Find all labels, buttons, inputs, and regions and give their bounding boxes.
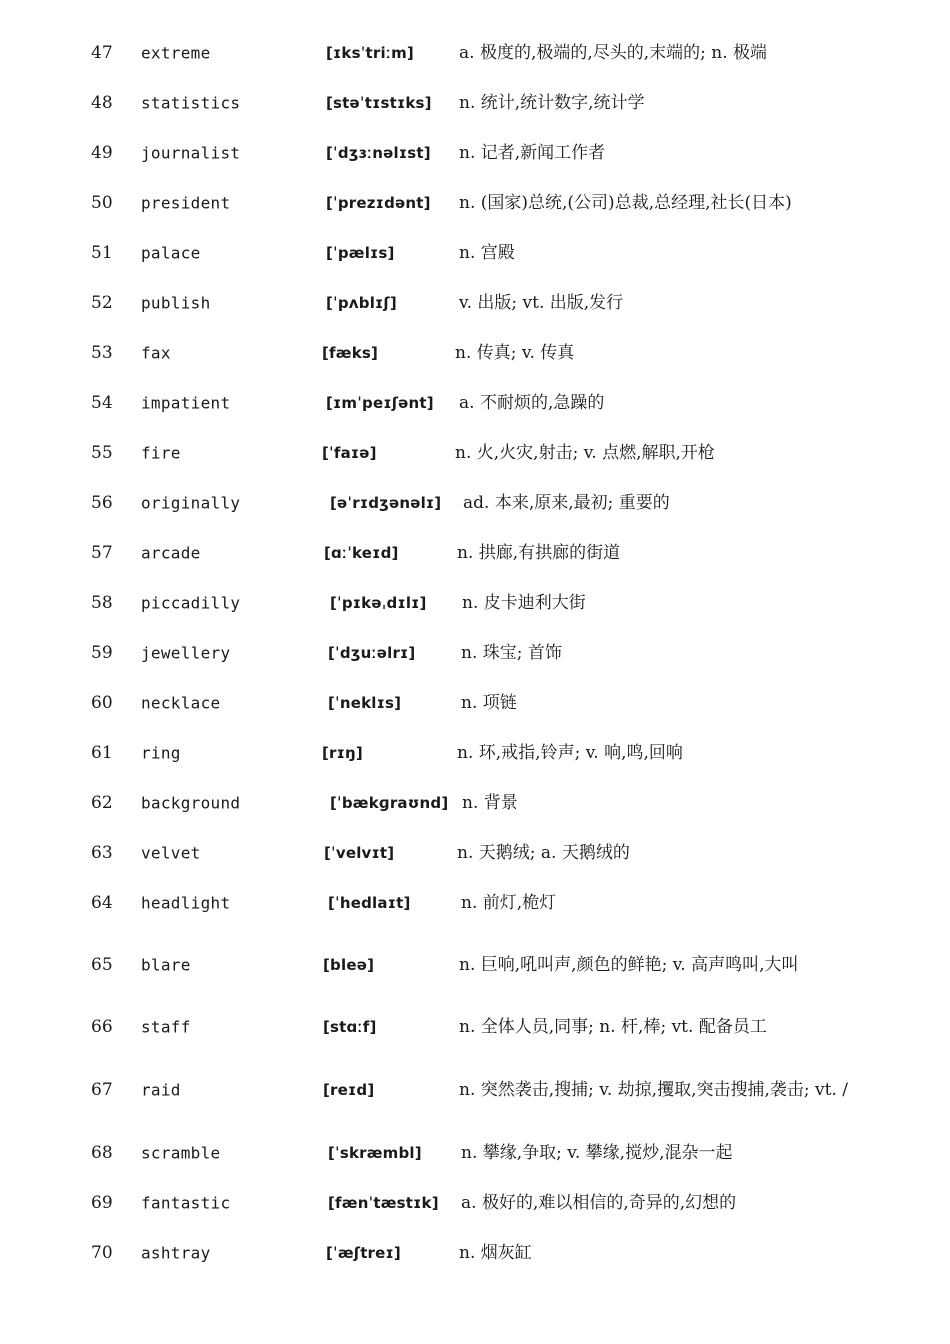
entry-word: scramble xyxy=(141,1143,221,1163)
entry-word: necklace xyxy=(141,693,221,713)
entry-number: 64 xyxy=(91,893,113,913)
entry-number: 60 xyxy=(91,693,113,713)
vocab-row xyxy=(0,778,950,828)
entry-word: velvet xyxy=(141,843,201,863)
vocab-row xyxy=(0,578,950,628)
entry-definition: n. 攀缘,争取; v. 攀缘,搅炒,混杂一起 xyxy=(461,1143,733,1163)
vocab-row xyxy=(0,878,950,928)
entry-number: 57 xyxy=(91,543,113,563)
entry-number: 55 xyxy=(91,443,113,463)
vocab-row xyxy=(0,278,950,328)
entry-word: arcade xyxy=(141,543,201,563)
entry-number: 48 xyxy=(91,93,113,113)
entry-phonetic: [ɪmˈpeɪʃənt] xyxy=(326,394,434,412)
entry-phonetic: [fæks] xyxy=(322,344,379,362)
vocab-row xyxy=(0,78,950,128)
entry-word: blare xyxy=(141,955,191,975)
entry-phonetic: [ˈpælɪs] xyxy=(326,244,395,262)
entry-definition: n. 背景 xyxy=(462,793,518,813)
entry-word: fire xyxy=(141,443,181,463)
entry-phonetic: [ɪksˈtriːm] xyxy=(326,44,414,62)
entry-word: raid xyxy=(141,1080,181,1100)
entry-word: journalist xyxy=(141,143,241,163)
vocab-row xyxy=(0,28,950,78)
entry-definition: n. 统计,统计数字,统计学 xyxy=(459,93,645,113)
entry-definition: n. 巨响,吼叫声,颜色的鲜艳; v. 高声鸣叫,大叫 xyxy=(459,955,799,975)
vocab-row xyxy=(0,828,950,878)
vocab-row xyxy=(0,178,950,228)
entry-number: 54 xyxy=(91,393,113,413)
vocab-row xyxy=(0,1052,950,1128)
entry-word: jewellery xyxy=(141,643,231,663)
entry-definition: n. 记者,新闻工作者 xyxy=(459,143,606,163)
vocab-row xyxy=(0,328,950,378)
entry-definition: n. 传真; v. 传真 xyxy=(455,343,575,363)
entry-phonetic: [ˈprezɪdənt] xyxy=(326,194,431,212)
entry-word: originally xyxy=(141,493,241,513)
entry-phonetic: [ˈpʌblɪʃ] xyxy=(326,294,397,312)
entry-definition: n. 环,戒指,铃声; v. 响,鸣,回响 xyxy=(457,743,683,763)
entry-phonetic: [rɪŋ] xyxy=(322,744,363,762)
entry-word: palace xyxy=(141,243,201,263)
entry-word: staff xyxy=(141,1017,191,1037)
entry-definition: n. 项链 xyxy=(461,693,517,713)
entry-number: 49 xyxy=(91,143,113,163)
entry-definition: a. 不耐烦的,急躁的 xyxy=(459,393,605,413)
entry-number: 56 xyxy=(91,493,113,513)
entry-number: 50 xyxy=(91,193,113,213)
vocab-row xyxy=(0,1178,950,1228)
vocabulary-list xyxy=(0,28,950,1278)
entry-phonetic: [reɪd] xyxy=(323,1081,375,1099)
entry-phonetic: [ˈneklɪs] xyxy=(328,694,402,712)
entry-number: 68 xyxy=(91,1143,113,1163)
entry-definition: n. 全体人员,同事; n. 杆,棒; vt. 配备员工 xyxy=(459,1017,767,1037)
entry-number: 66 xyxy=(91,1017,113,1037)
vocab-row xyxy=(0,928,950,1002)
vocab-row xyxy=(0,1128,950,1178)
entry-number: 70 xyxy=(91,1243,113,1263)
vocab-row xyxy=(0,428,950,478)
entry-word: headlight xyxy=(141,893,231,913)
entry-definition: a. 极好的,难以相信的,奇异的,幻想的 xyxy=(461,1193,737,1213)
entry-number: 47 xyxy=(91,43,113,63)
entry-number: 53 xyxy=(91,343,113,363)
entry-word: ashtray xyxy=(141,1243,211,1263)
entry-definition: n. (国家)总统,(公司)总裁,总经理,社长(日本) xyxy=(459,193,792,213)
entry-phonetic: [ˈpɪkəˌdɪlɪ] xyxy=(330,594,427,612)
vocab-row xyxy=(0,728,950,778)
entry-phonetic: [stɑːf] xyxy=(323,1018,377,1036)
vocab-row xyxy=(0,1002,950,1052)
entry-phonetic: [ˈbækɡraʊnd] xyxy=(330,794,449,812)
entry-phonetic: [ˈdʒuːəlrɪ] xyxy=(328,644,416,662)
entry-definition: n. 突然袭击,搜捕; v. 劫掠,攫取,突击搜捕,袭击; vt. / xyxy=(459,1080,848,1100)
entry-word: ring xyxy=(141,743,181,763)
entry-phonetic: [ˈvelvɪt] xyxy=(324,844,395,862)
vocab-row xyxy=(0,378,950,428)
vocab-row xyxy=(0,128,950,178)
entry-word: publish xyxy=(141,293,211,313)
entry-definition: v. 出版; vt. 出版,发行 xyxy=(459,293,624,313)
entry-phonetic: [ˈæʃtreɪ] xyxy=(326,1244,401,1262)
entry-phonetic: [bleə] xyxy=(323,956,375,974)
entry-number: 51 xyxy=(91,243,113,263)
vocab-row xyxy=(0,528,950,578)
entry-definition: n. 前灯,桅灯 xyxy=(461,893,557,913)
entry-definition: n. 珠宝; 首饰 xyxy=(461,643,562,663)
entry-definition: a. 极度的,极端的,尽头的,末端的; n. 极端 xyxy=(459,43,768,63)
entry-phonetic: [əˈrɪdʒənəlɪ] xyxy=(330,494,442,512)
entry-word: fantastic xyxy=(141,1193,231,1213)
entry-number: 61 xyxy=(91,743,113,763)
entry-phonetic: [ˈdʒɜːnəlɪst] xyxy=(326,144,431,162)
entry-word: background xyxy=(141,793,241,813)
entry-number: 65 xyxy=(91,955,113,975)
entry-word: fax xyxy=(141,343,171,363)
entry-number: 63 xyxy=(91,843,113,863)
entry-definition: n. 皮卡迪利大街 xyxy=(462,593,586,613)
vocab-row xyxy=(0,478,950,528)
entry-phonetic: [ɑːˈkeɪd] xyxy=(324,544,399,562)
vocab-row xyxy=(0,628,950,678)
entry-number: 69 xyxy=(91,1193,113,1213)
vocab-row xyxy=(0,1228,950,1278)
vocab-row xyxy=(0,228,950,278)
entry-definition: n. 火,火灾,射击; v. 点燃,解职,开枪 xyxy=(455,443,715,463)
entry-phonetic: [fænˈtæstɪk] xyxy=(328,1194,439,1212)
entry-number: 52 xyxy=(91,293,113,313)
entry-definition: n. 烟灰缸 xyxy=(459,1243,532,1263)
entry-number: 58 xyxy=(91,593,113,613)
entry-number: 59 xyxy=(91,643,113,663)
entry-phonetic: [ˈskræmbl] xyxy=(328,1144,422,1162)
entry-word: extreme xyxy=(141,43,211,63)
entry-phonetic: [ˈfaɪə] xyxy=(322,444,377,462)
entry-number: 67 xyxy=(91,1080,113,1100)
entry-phonetic: [stəˈtɪstɪks] xyxy=(326,94,432,112)
entry-phonetic: [ˈhedlaɪt] xyxy=(328,894,411,912)
entry-number: 62 xyxy=(91,793,113,813)
entry-word: piccadilly xyxy=(141,593,241,613)
entry-definition: n. 拱廊,有拱廊的街道 xyxy=(457,543,621,563)
entry-word: statistics xyxy=(141,93,241,113)
entry-definition: n. 宫殿 xyxy=(459,243,515,263)
entry-definition: n. 天鹅绒; a. 天鹅绒的 xyxy=(457,843,630,863)
entry-word: impatient xyxy=(141,393,231,413)
entry-word: president xyxy=(141,193,231,213)
entry-definition: ad. 本来,原来,最初; 重要的 xyxy=(463,493,670,513)
vocab-row xyxy=(0,678,950,728)
